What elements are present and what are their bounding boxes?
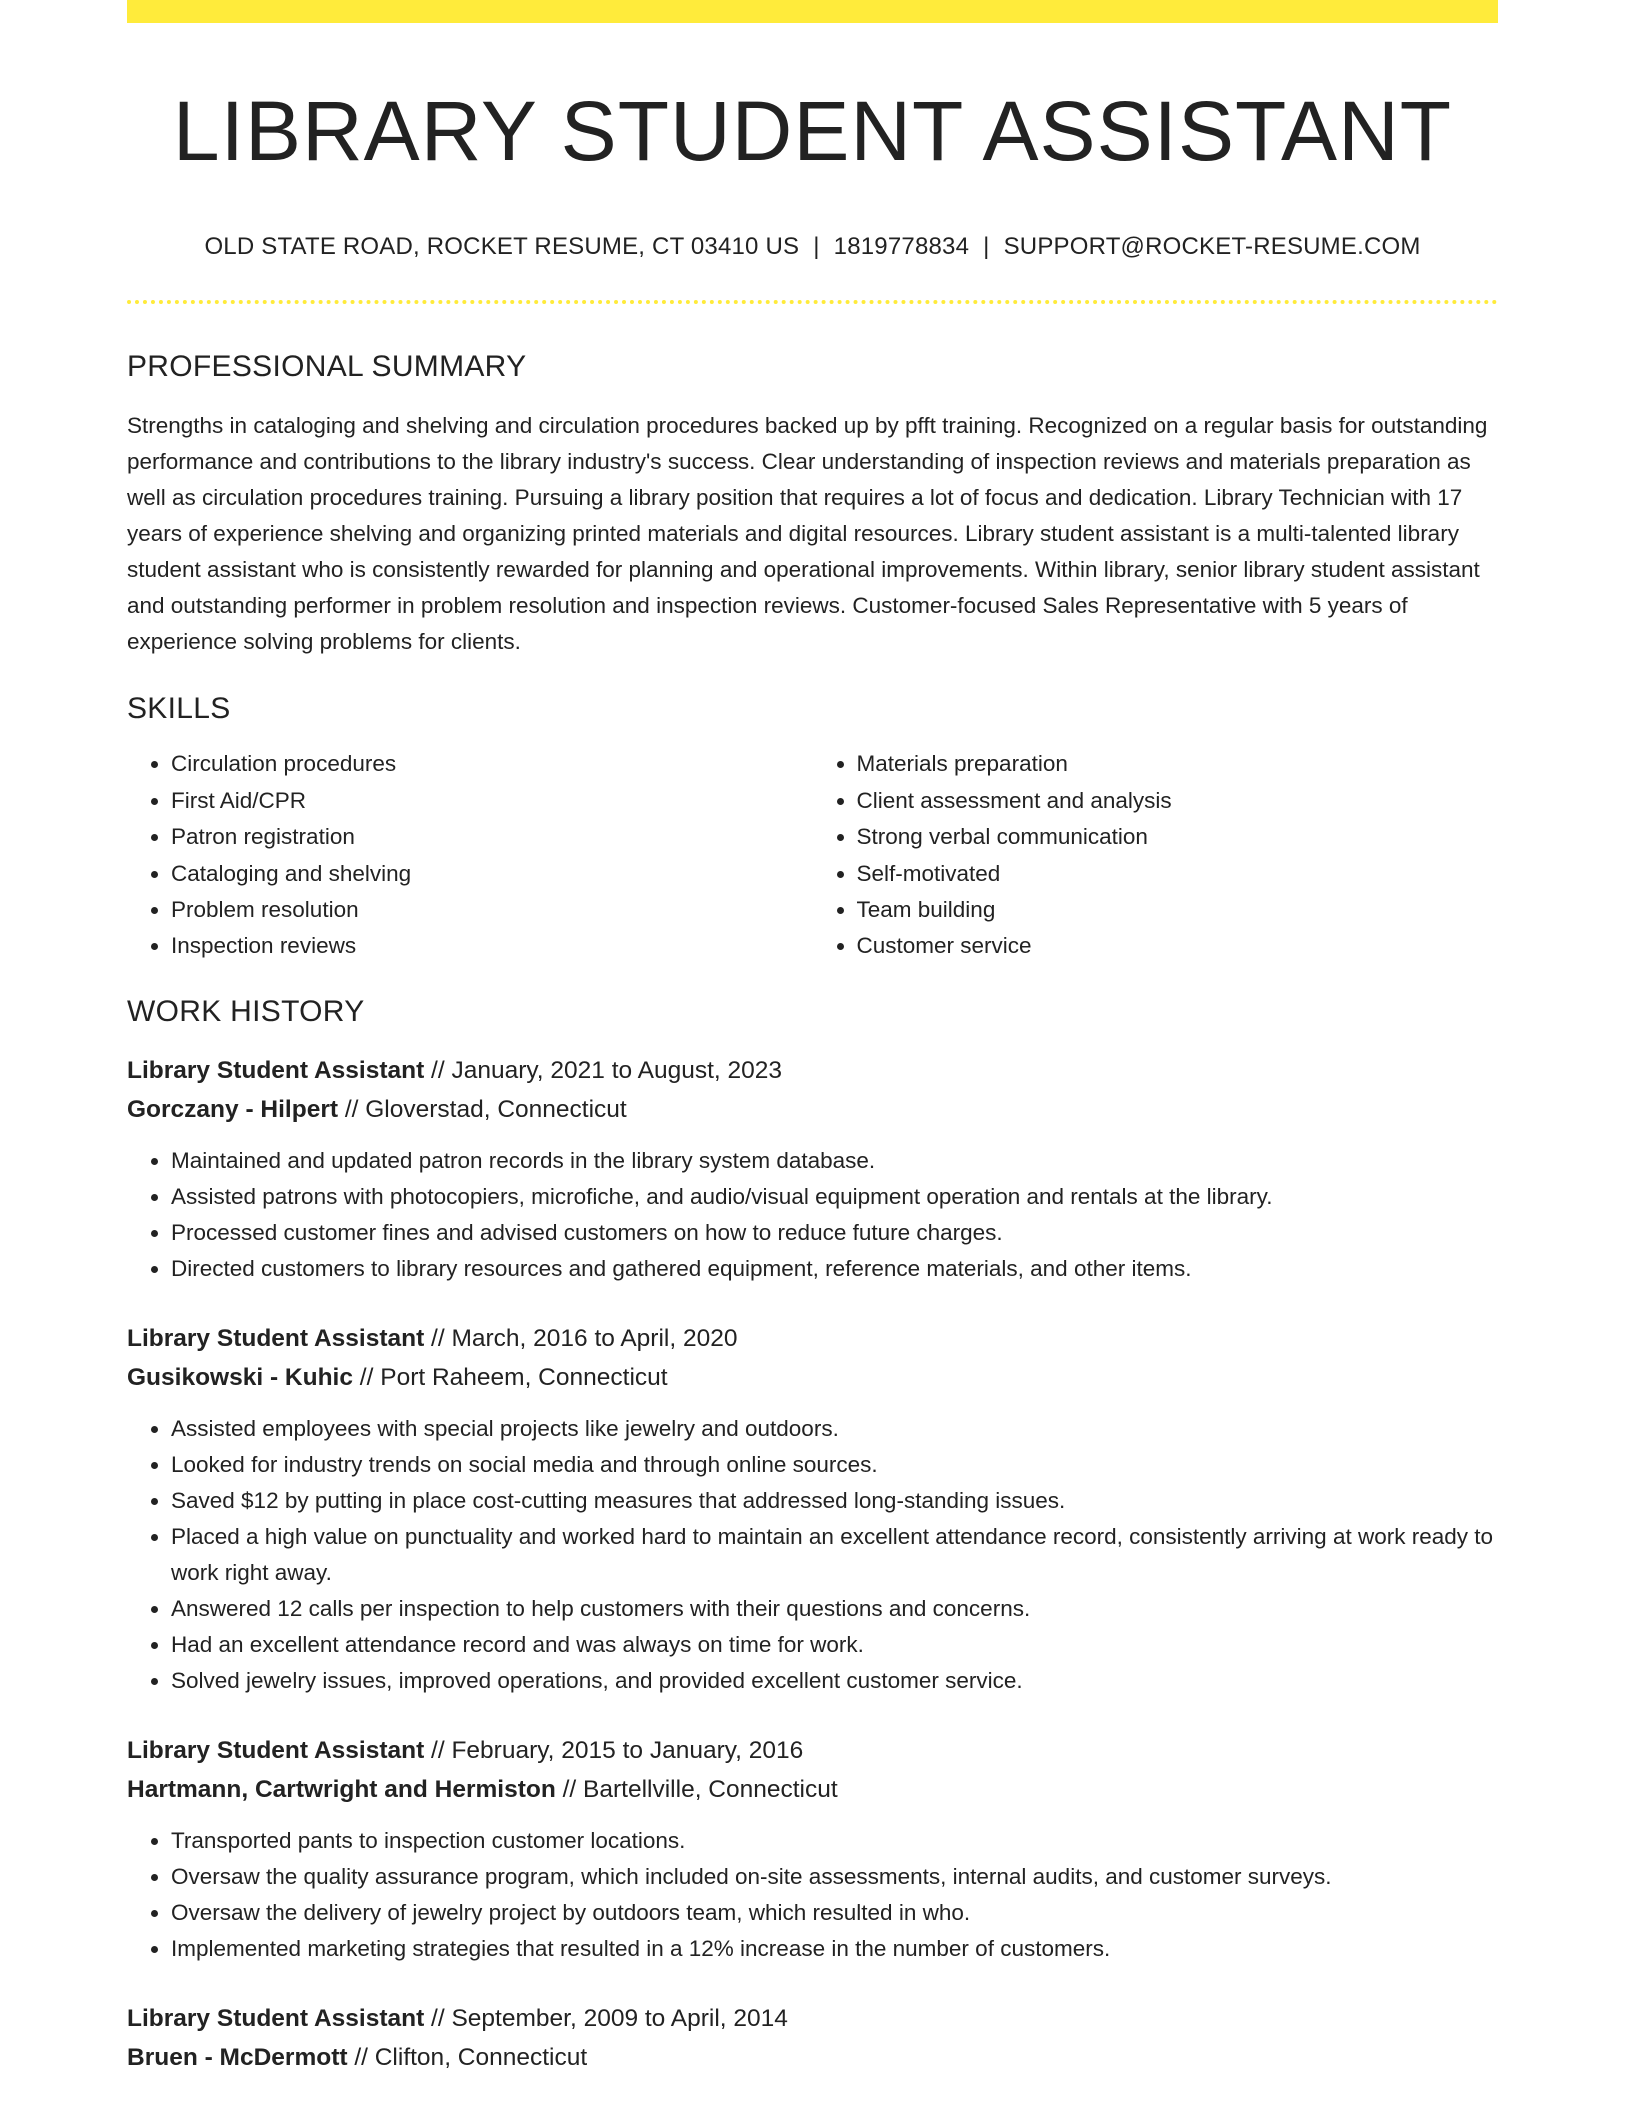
job-entry <box>127 1731 1498 1967</box>
job-company-line <box>127 2038 1498 2077</box>
contact-address: OLD STATE ROAD, ROCKET RESUME, CT 03410 US <box>204 233 800 261</box>
skill-item: • Customer service <box>857 928 1499 964</box>
skill-item: • Materials preparation <box>857 746 1499 782</box>
job-bullet: • Saved $12 by putting in place cost-cutting measures that addressed long-standing issues. <box>171 1483 1498 1519</box>
job-title: Library Student Assistant <box>127 1056 425 1084</box>
job-company-line <box>127 1090 1498 1129</box>
work-history-heading: WORK HISTORY <box>127 994 365 1028</box>
job-title-line <box>127 1999 1498 2038</box>
contact-line <box>127 233 1498 261</box>
job-company: Gusikowski - Kuhic <box>127 1363 353 1391</box>
job-company: Hartmann, Cartwright and Hermiston <box>127 1775 556 1803</box>
skill-item: • First Aid/CPR <box>171 783 813 819</box>
job-location: // Clifton, Connecticut <box>347 2043 588 2071</box>
skills-list <box>127 746 1498 964</box>
contact-phone: 1819778834 <box>833 233 970 261</box>
job-company-line <box>127 1358 1498 1397</box>
skill-item: • Self-motivated <box>857 856 1499 892</box>
skill-item: • Problem resolution <box>171 892 813 928</box>
job-company: Bruen - McDermott <box>127 2043 348 2071</box>
job-dates: // September, 2009 to April, 2014 <box>424 2004 788 2032</box>
job-company: Gorczany - Hilpert <box>127 1095 339 1123</box>
job-dates: // March, 2016 to April, 2020 <box>424 1324 738 1352</box>
job-bullet: • Maintained and updated patron records in the library system database. <box>171 1143 1498 1179</box>
job-bullet: • Assisted patrons with photocopiers, microfiche, and audio/visual equipment operation and rentals at the library. <box>171 1179 1498 1215</box>
job-location: // Bartellville, Connecticut <box>555 1775 838 1803</box>
job-bullet: • Had an excellent attendance record and was always on time for work. <box>171 1627 1498 1663</box>
resume-page <box>127 0 1498 2077</box>
job-dates: // February, 2015 to January, 2016 <box>424 1736 804 1764</box>
job-bullet: • Placed a high value on punctuality and worked hard to maintain an excellent attendance record, consistently arriving at work ready to work right away. <box>171 1519 1498 1591</box>
job-entry <box>127 1999 1498 2077</box>
skill-item: • Patron registration <box>171 819 813 855</box>
resume-name: LIBRARY STUDENT ASSISTANT <box>172 84 1453 178</box>
job-location: // Port Raheem, Connecticut <box>353 1363 668 1391</box>
summary-text: Strengths in cataloging and shelving and circulation procedures backed up by pfft training. Recognized on a regular basis for outstanding performance and contributions to the library industry's success. Clear understanding of inspection reviews and materials preparation as well as circulation procedures training. Pursuing a library position that requires a lot of focus and dedication. Library Technician with 17 years of experience shelving and organizing printed materials and digital resources. Library student assistant is a multi-talented library student assistant who is consistently rewarded for planning and operational improvements. Within library, senior library student assistant and outstanding performer in problem resolution and inspection reviews. Customer-focused Sales Representative with 5 years of experience solving problems for clients. <box>127 413 1488 655</box>
skills-column-right <box>813 746 1499 964</box>
job-bullet: • Solved jewelry issues, improved operations, and provided excellent customer service. <box>171 1663 1498 1699</box>
skill-item: • Inspection reviews <box>171 928 813 964</box>
job-title-line <box>127 1731 1498 1770</box>
job-title: Library Student Assistant <box>127 1736 425 1764</box>
job-location: // Gloverstad, Connecticut <box>338 1095 627 1123</box>
job-bullet: • Implemented marketing strategies that resulted in a 12% increase in the number of customers. <box>171 1931 1498 1967</box>
job-bullets <box>127 1143 1498 1287</box>
job-title: Library Student Assistant <box>127 2004 425 2032</box>
skill-item: • Team building <box>857 892 1499 928</box>
job-bullet: • Answered 12 calls per inspection to help customers with their questions and concerns. <box>171 1591 1498 1627</box>
job-bullet: • Oversaw the quality assurance program, which included on-site assessments, internal audits, and customer surveys. <box>171 1859 1498 1895</box>
contact-separator: | <box>813 233 820 261</box>
job-entry <box>127 1319 1498 1699</box>
job-bullet: • Processed customer fines and advised customers on how to reduce future charges. <box>171 1215 1498 1251</box>
skill-item: • Cataloging and shelving <box>171 856 813 892</box>
job-dates: // January, 2021 to August, 2023 <box>424 1056 783 1084</box>
job-bullets <box>127 1411 1498 1699</box>
job-title-line <box>127 1319 1498 1358</box>
skill-item: • Strong verbal communication <box>857 819 1499 855</box>
job-company-line <box>127 1770 1498 1809</box>
skill-item: • Client assessment and analysis <box>857 783 1499 819</box>
job-bullet: • Looked for industry trends on social media and through online sources. <box>171 1447 1498 1483</box>
job-title-line <box>127 1051 1498 1090</box>
dotted-divider <box>127 300 1498 304</box>
job-bullet: • Directed customers to library resources and gathered equipment, reference materials, and other items. <box>171 1251 1498 1287</box>
job-bullet: • Assisted employees with special projects like jewelry and outdoors. <box>171 1411 1498 1447</box>
summary-heading: PROFESSIONAL SUMMARY <box>127 350 527 384</box>
contact-separator: | <box>983 233 990 261</box>
job-title: Library Student Assistant <box>127 1324 425 1352</box>
job-bullet: • Oversaw the delivery of jewelry project by outdoors team, which resulted in who. <box>171 1895 1498 1931</box>
skills-heading: SKILLS <box>127 692 231 726</box>
accent-top-bar <box>127 0 1498 23</box>
skill-item: • Circulation procedures <box>171 746 813 782</box>
job-bullets <box>127 1823 1498 1967</box>
job-entry <box>127 1051 1498 1287</box>
contact-email: SUPPORT@ROCKET-RESUME.COM <box>1003 233 1421 261</box>
skills-column-left <box>127 746 813 964</box>
job-bullet: • Transported pants to inspection customer locations. <box>171 1823 1498 1859</box>
